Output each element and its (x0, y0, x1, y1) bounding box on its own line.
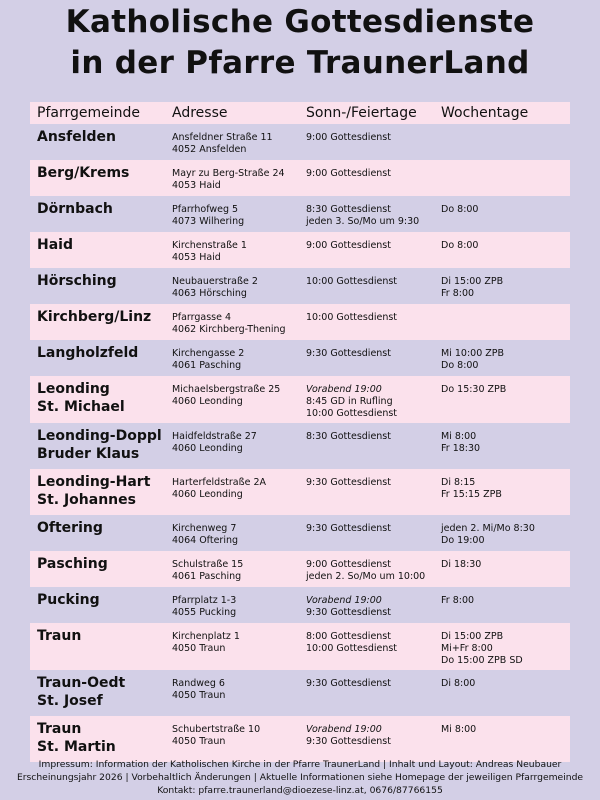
parish-name (37, 627, 81, 645)
sunday-service-line: 9:30 Gottesdienst (306, 607, 391, 618)
weekday-service-line: Di 8:00 (441, 678, 476, 689)
table-row (30, 160, 570, 196)
parish-name-line: Bruder Klaus (37, 446, 140, 462)
sunday-services (306, 348, 391, 360)
footer-line-1: Impressum: Information der Katholischen Kirche in der Pfarre TraunerLand | Inhalt und Layout: Andreas Neubauer (38, 759, 562, 770)
parish-address (172, 132, 273, 156)
parish-name-line: Leonding-Hart (37, 474, 151, 490)
sunday-service-line: jeden 2. So/Mo um 10:00 (306, 571, 426, 582)
weekday-service-line: Do 8:00 (441, 360, 479, 371)
weekday-service-line: Do 15:00 ZPB SD (441, 655, 523, 666)
weekday-service-line: Fr 8:00 (441, 595, 475, 606)
address-line: Kirchenstraße 1 (172, 240, 247, 251)
address-line: Kirchengasse 2 (172, 348, 245, 359)
weekday-service-line: Di 18:30 (441, 559, 482, 570)
sunday-services (306, 276, 397, 288)
address-line: Schubertstraße 10 (172, 724, 261, 735)
address-line: Michaelsbergstraße 25 (172, 384, 281, 395)
sunday-services (306, 431, 391, 443)
sunday-services (306, 724, 391, 748)
table-row (30, 623, 570, 670)
column-header-sunday: Sonn-/Feiertage (306, 105, 417, 121)
address-line: 4062 Kirchberg-Thening (172, 324, 286, 335)
parish-address (172, 724, 260, 748)
service-schedule-table (30, 102, 570, 762)
parish-name-line: Leonding-Doppl (37, 428, 162, 444)
table-row (30, 515, 570, 551)
parish-name-line: Traun-Oedt (37, 675, 126, 691)
parish-name (37, 380, 125, 416)
table-row (30, 670, 570, 716)
address-line: 4064 Oftering (172, 535, 239, 546)
weekday-service-line: Fr 8:00 (441, 288, 475, 299)
parish-name (37, 200, 113, 218)
parish-name-line: St. Johannes (37, 492, 136, 508)
weekday-services (441, 431, 480, 455)
parish-address (172, 559, 243, 583)
title-line-1: Katholische Gottesdienste (65, 4, 535, 40)
footer-line-2: Erscheinungsjahr 2026 | Vorbehaltlich Änderungen | Aktuelle Informationen siehe Homepage der jeweiligen Pfarrgemeinde (16, 772, 584, 783)
address-line: 4052 Ansfelden (172, 144, 247, 155)
parish-name-line: Pucking (37, 592, 100, 608)
weekday-service-line: Mi+Fr 8:00 (441, 643, 493, 654)
address-line: Mayr zu Berg-Straße 24 (172, 168, 285, 179)
weekday-service-line: Do 19:00 (441, 535, 485, 546)
column-header-weekday: Wochentage (441, 105, 529, 121)
parish-address (172, 240, 247, 264)
table-row (30, 469, 570, 515)
parish-name (37, 555, 108, 573)
weekday-services (441, 204, 478, 216)
weekday-service-line: Do 8:00 (441, 240, 479, 251)
weekday-services (441, 523, 535, 547)
table-row (30, 268, 570, 304)
parish-address (172, 595, 236, 619)
weekday-service-line: Mi 8:00 (441, 724, 477, 735)
address-line: Kirchenplatz 1 (172, 631, 240, 642)
sunday-services (306, 168, 391, 180)
sunday-service-line: jeden 3. So/Mo um 9:30 (306, 216, 420, 227)
weekday-service-line: Do 8:00 (441, 204, 479, 215)
weekday-service-line: Mi 10:00 ZPB (441, 348, 505, 359)
address-line: Pfarrgasse 4 (172, 312, 232, 323)
sunday-services (306, 204, 419, 228)
weekday-services (441, 724, 476, 736)
sunday-service-line: 10:00 Gottesdienst (306, 643, 398, 654)
sunday-service-line: 8:45 GD in Rufling (306, 396, 393, 407)
sunday-service-line: 8:30 Gottesdienst (306, 204, 391, 215)
parish-address (172, 523, 238, 547)
sunday-services (306, 523, 391, 535)
parish-name (37, 591, 100, 609)
address-line: 4063 Hörsching (172, 288, 247, 299)
sunday-service-line: 9:30 Gottesdienst (306, 523, 391, 534)
table-row (30, 304, 570, 340)
parish-name-line: Dörnbach (37, 201, 113, 217)
parish-name (37, 272, 117, 290)
sunday-service-line: 9:30 Gottesdienst (306, 678, 391, 689)
parish-name-line: Oftering (37, 520, 103, 536)
weekday-services (441, 477, 502, 501)
sunday-service-line: Vorabend 19:00 (306, 595, 382, 606)
sunday-service-line: 9:30 Gottesdienst (306, 736, 391, 747)
parish-address (172, 431, 257, 455)
parish-name (37, 674, 125, 710)
address-line: Neubauerstraße 2 (172, 276, 258, 287)
parish-name (37, 128, 116, 146)
table-row (30, 376, 570, 423)
sunday-service-line: Vorabend 19:00 (306, 384, 382, 395)
sunday-services (306, 595, 391, 619)
title-line-2: in der Pfarre TraunerLand (70, 45, 530, 81)
sunday-service-line: 10:00 Gottesdienst (306, 312, 398, 323)
parish-name (37, 473, 150, 509)
table-header (30, 102, 570, 124)
parish-name-line: Ansfelden (37, 129, 117, 145)
table-row (30, 716, 570, 762)
footer-line-3: Kontakt: pfarre.traunerland@dioezese-linz.at, 0676/87766155 (157, 785, 443, 796)
parish-address (172, 348, 244, 372)
table-row (30, 587, 570, 623)
address-line: 4050 Traun (172, 643, 226, 654)
parish-name (37, 344, 138, 362)
parish-name (37, 519, 103, 537)
column-header-address: Adresse (172, 105, 228, 121)
parish-name-line: Langholzfeld (37, 345, 139, 361)
weekday-services (441, 595, 474, 607)
address-line: Ansfeldner Straße 11 (172, 132, 273, 143)
parish-address (172, 312, 286, 336)
weekday-services (441, 678, 475, 690)
parish-address (172, 276, 258, 300)
parish-name-line: Hörsching (37, 273, 117, 289)
sunday-service-line: 10:00 Gottesdienst (306, 408, 398, 419)
parish-name-line: Traun (37, 628, 82, 644)
weekday-service-line: Fr 15:15 ZPB (441, 489, 502, 500)
sunday-services (306, 384, 397, 420)
address-line: 4061 Pasching (172, 360, 242, 371)
weekday-service-line: Fr 18:30 (441, 443, 481, 454)
parish-name-line: St. Michael (37, 399, 125, 415)
address-line: 4053 Haid (172, 252, 221, 263)
sunday-services (306, 678, 391, 690)
address-line: 4050 Traun (172, 736, 226, 747)
sunday-service-line: 8:30 Gottesdienst (306, 431, 391, 442)
address-line: Randweg 6 (172, 678, 225, 689)
parish-name-line: Berg/Krems (37, 165, 130, 181)
address-line: 4050 Traun (172, 690, 226, 701)
weekday-services (441, 348, 504, 372)
parish-name-line: Kirchberg/Linz (37, 309, 152, 325)
parish-name (37, 164, 129, 182)
parish-name-line: Traun (37, 721, 82, 737)
parish-name (37, 427, 162, 463)
table-row (30, 551, 570, 587)
parish-name-line: Leonding (37, 381, 110, 397)
table-row (30, 232, 570, 268)
sunday-services (306, 477, 391, 489)
parish-address (172, 204, 244, 228)
table-row (30, 423, 570, 469)
sunday-service-line: 9:00 Gottesdienst (306, 132, 391, 143)
address-line: Harterfeldstraße 2A (172, 477, 266, 488)
weekday-service-line: Di 8:15 (441, 477, 476, 488)
weekday-services (441, 384, 506, 396)
address-line: Pfarrplatz 1-3 (172, 595, 237, 606)
table-row (30, 340, 570, 376)
parish-name (37, 720, 116, 756)
address-line: 4060 Leonding (172, 489, 243, 500)
parish-address (172, 384, 280, 408)
address-line: Haidfeldstraße 27 (172, 431, 257, 442)
column-header-parish: Pfarrgemeinde (37, 105, 140, 121)
sunday-services (306, 132, 391, 144)
address-line: 4060 Leonding (172, 443, 243, 454)
table-row (30, 196, 570, 232)
weekday-services (441, 240, 478, 252)
address-line: 4055 Pucking (172, 607, 237, 618)
address-line: 4073 Wilhering (172, 216, 245, 227)
parish-address (172, 678, 225, 702)
parish-address (172, 168, 285, 192)
weekday-service-line: Mi 8:00 (441, 431, 477, 442)
table-row (30, 124, 570, 160)
weekday-service-line: jeden 2. Mi/Mo 8:30 (441, 523, 535, 534)
parish-name-line: Haid (37, 237, 73, 253)
address-line: Kirchenweg 7 (172, 523, 237, 534)
parish-name-line: Pasching (37, 556, 108, 572)
sunday-service-line: 8:00 Gottesdienst (306, 631, 391, 642)
weekday-services (441, 276, 503, 300)
weekday-service-line: Di 15:00 ZPB (441, 276, 504, 287)
sunday-service-line: Vorabend 19:00 (306, 724, 382, 735)
sunday-services (306, 631, 397, 655)
sunday-service-line: 9:00 Gottesdienst (306, 168, 391, 179)
sunday-service-line: 9:30 Gottesdienst (306, 348, 391, 359)
weekday-service-line: Di 15:00 ZPB (441, 631, 504, 642)
imprint-footer (0, 758, 600, 797)
address-line: 4053 Haid (172, 180, 221, 191)
parish-address (172, 477, 266, 501)
sunday-service-line: 9:00 Gottesdienst (306, 240, 391, 251)
weekday-service-line: Do 15:30 ZPB (441, 384, 507, 395)
parish-address (172, 631, 240, 655)
parish-name-line: St. Josef (37, 693, 103, 709)
parish-name (37, 236, 73, 254)
address-line: 4060 Leonding (172, 396, 243, 407)
weekday-services (441, 559, 481, 571)
page-title (0, 2, 600, 84)
address-line: Schulstraße 15 (172, 559, 244, 570)
sunday-services (306, 240, 391, 252)
sunday-services (306, 312, 397, 324)
parish-name (37, 308, 151, 326)
sunday-service-line: 9:00 Gottesdienst (306, 559, 391, 570)
sunday-service-line: 9:30 Gottesdienst (306, 477, 391, 488)
address-line: 4061 Pasching (172, 571, 242, 582)
sunday-service-line: 10:00 Gottesdienst (306, 276, 398, 287)
weekday-services (441, 631, 523, 667)
sunday-services (306, 559, 425, 583)
address-line: Pfarrhofweg 5 (172, 204, 239, 215)
parish-name-line: St. Martin (37, 739, 116, 755)
